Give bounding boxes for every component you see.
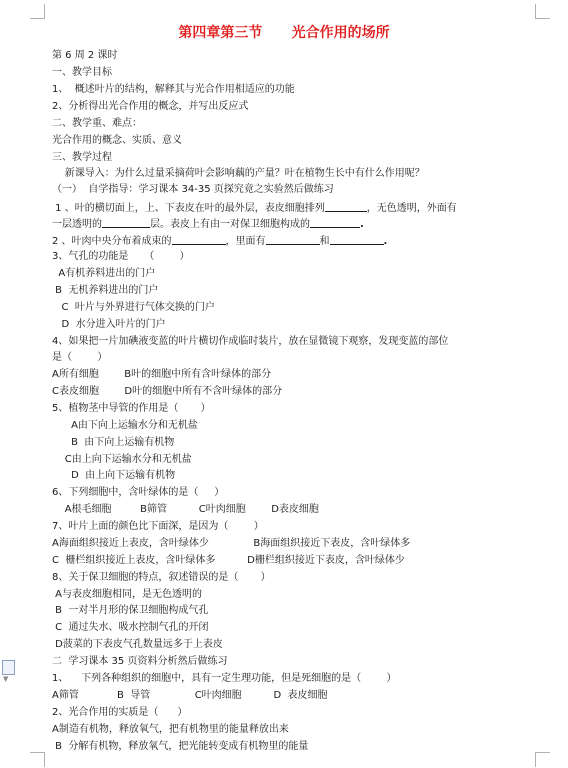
answer-option: A有机养料进出的门户: [52, 268, 156, 279]
key-points: 光合作用的概念、实质、意义: [52, 135, 182, 146]
answer-option: C由上向下运输水分和无机盐: [52, 454, 192, 465]
answer-option: D菠菜的下表皮气孔数量远多于上表皮: [52, 639, 223, 650]
question-1-line-1: 1 、叶的横切面上，上、下表皮在叶的最外层，表皮细胞排列 ，无色透明，外面有: [52, 203, 457, 214]
answer-blank[interactable]: [310, 217, 360, 228]
answer-option: A所有细胞 B叶的细胞中所有含叶绿体的部分: [52, 369, 272, 380]
answer-option: D 水分进入叶片的门户: [52, 319, 166, 330]
answer-option: C 叶片与外界进行气体交换的门户: [52, 302, 215, 313]
question-stem: 是（ ）: [52, 352, 108, 363]
page-title: 第四章第三节 光合作用的场所: [178, 25, 390, 41]
question-stem: 7、叶片上面的颜色比下面深，是因为（ ）: [52, 521, 264, 532]
document-icon[interactable]: [2, 660, 15, 675]
answer-option: B 一对半月形的保卫细胞构成气孔: [52, 605, 209, 616]
section-heading: 二 学习课本 35 页资料分析然后做练习: [52, 656, 228, 667]
question-stem: 6、下列细胞中，含叶绿体的是（ ）: [52, 487, 225, 498]
answer-option: C 通过失水、吸水控制气孔的开闭: [52, 622, 209, 633]
answer-option: B 由下向上运输有机物: [52, 437, 175, 448]
answer-option: A根毛细胞 B筛管 C叶肉细胞 D表皮细胞: [52, 504, 319, 515]
answer-option: A筛管 B 导管 C叶肉细胞 D 表皮细胞: [52, 690, 328, 701]
question-1-line-2: 一层透明的 层。表皮上有由一对保卫细胞构成的 .: [52, 219, 364, 230]
answer-option: B 分解有机物，释放氧气，把光能转变成有机物里的能量: [52, 741, 309, 752]
chevron-down-icon[interactable]: ▼: [3, 675, 9, 683]
answer-blank[interactable]: [102, 217, 150, 228]
page-corner-mark: [30, 4, 45, 19]
question-stem: 5、植物茎中导管的作用是（ ）: [52, 403, 211, 414]
answer-option: C 栅栏组织接近上表皮，含叶绿体多 D栅栏组织接近下表皮，含叶绿体少: [52, 555, 405, 566]
question-stem: 3、气孔的功能是 （ ）: [52, 251, 190, 262]
question-stem: 2、光合作用的实质是（ ）: [52, 707, 188, 718]
answer-option: A与表皮细胞相同，是无色透明的: [52, 589, 203, 600]
period-info: 第 6 周 2 课时: [52, 50, 118, 61]
answer-blank[interactable]: [330, 234, 384, 245]
answer-blank[interactable]: [266, 234, 320, 245]
lesson-intro: 新课导入：为什么过量采摘荷叶会影响藕的产量？叶在植物生长中有什么作用呢？: [52, 168, 425, 179]
answer-option: A由下向上运输水分和无机盐: [52, 420, 198, 431]
question-stem: 4、如果把一片加碘液变蓝的叶片横切作成临时装片，放在显微镜下观察，发现变蓝的部位: [52, 336, 449, 347]
question-stem: 1、 下列各种组织的细胞中，具有一定生理功能，但是死细胞的是（ ）: [52, 673, 397, 684]
answer-option: A制造有机物，释放氧气，把有机物里的能量释放出来: [52, 724, 289, 735]
page-corner-mark: [535, 4, 550, 19]
goal-item: 1、 概述叶片的结构，解释其与光合作用相适应的功能: [52, 84, 295, 95]
section-heading: 一、教学目标: [52, 67, 112, 78]
answer-blank[interactable]: [172, 234, 226, 245]
page-corner-mark: [535, 752, 550, 767]
answer-option: A海面组织接近上表皮，含叶绿体少 B海面组织接近下表皮，含叶绿体多: [52, 538, 411, 549]
page-corner-mark: [30, 752, 45, 767]
answer-blank[interactable]: [325, 201, 367, 212]
goal-item: 2、分析得出光合作用的概念，并写出反应式: [52, 101, 249, 112]
answer-option: D 由上向下运输有机物: [52, 470, 176, 481]
answer-option: C表皮细胞 D叶的细胞中所有不含叶绿体的部分: [52, 386, 283, 397]
section-heading: 三、教学过程: [52, 152, 112, 163]
question-stem: 8、关于保卫细胞的特点，叙述错误的是（ ）: [52, 572, 271, 583]
question-2: 2 、叶肉中央分布着成束的 ，里面有 和 .: [52, 236, 388, 247]
section-heading: 二、教学重、难点：: [52, 118, 142, 129]
answer-option: B 无机养料进出的门户: [52, 285, 159, 296]
self-study-guide: （一） 自学指导：学习课本 34-35 页探究竟之实验然后做练习: [52, 184, 334, 195]
